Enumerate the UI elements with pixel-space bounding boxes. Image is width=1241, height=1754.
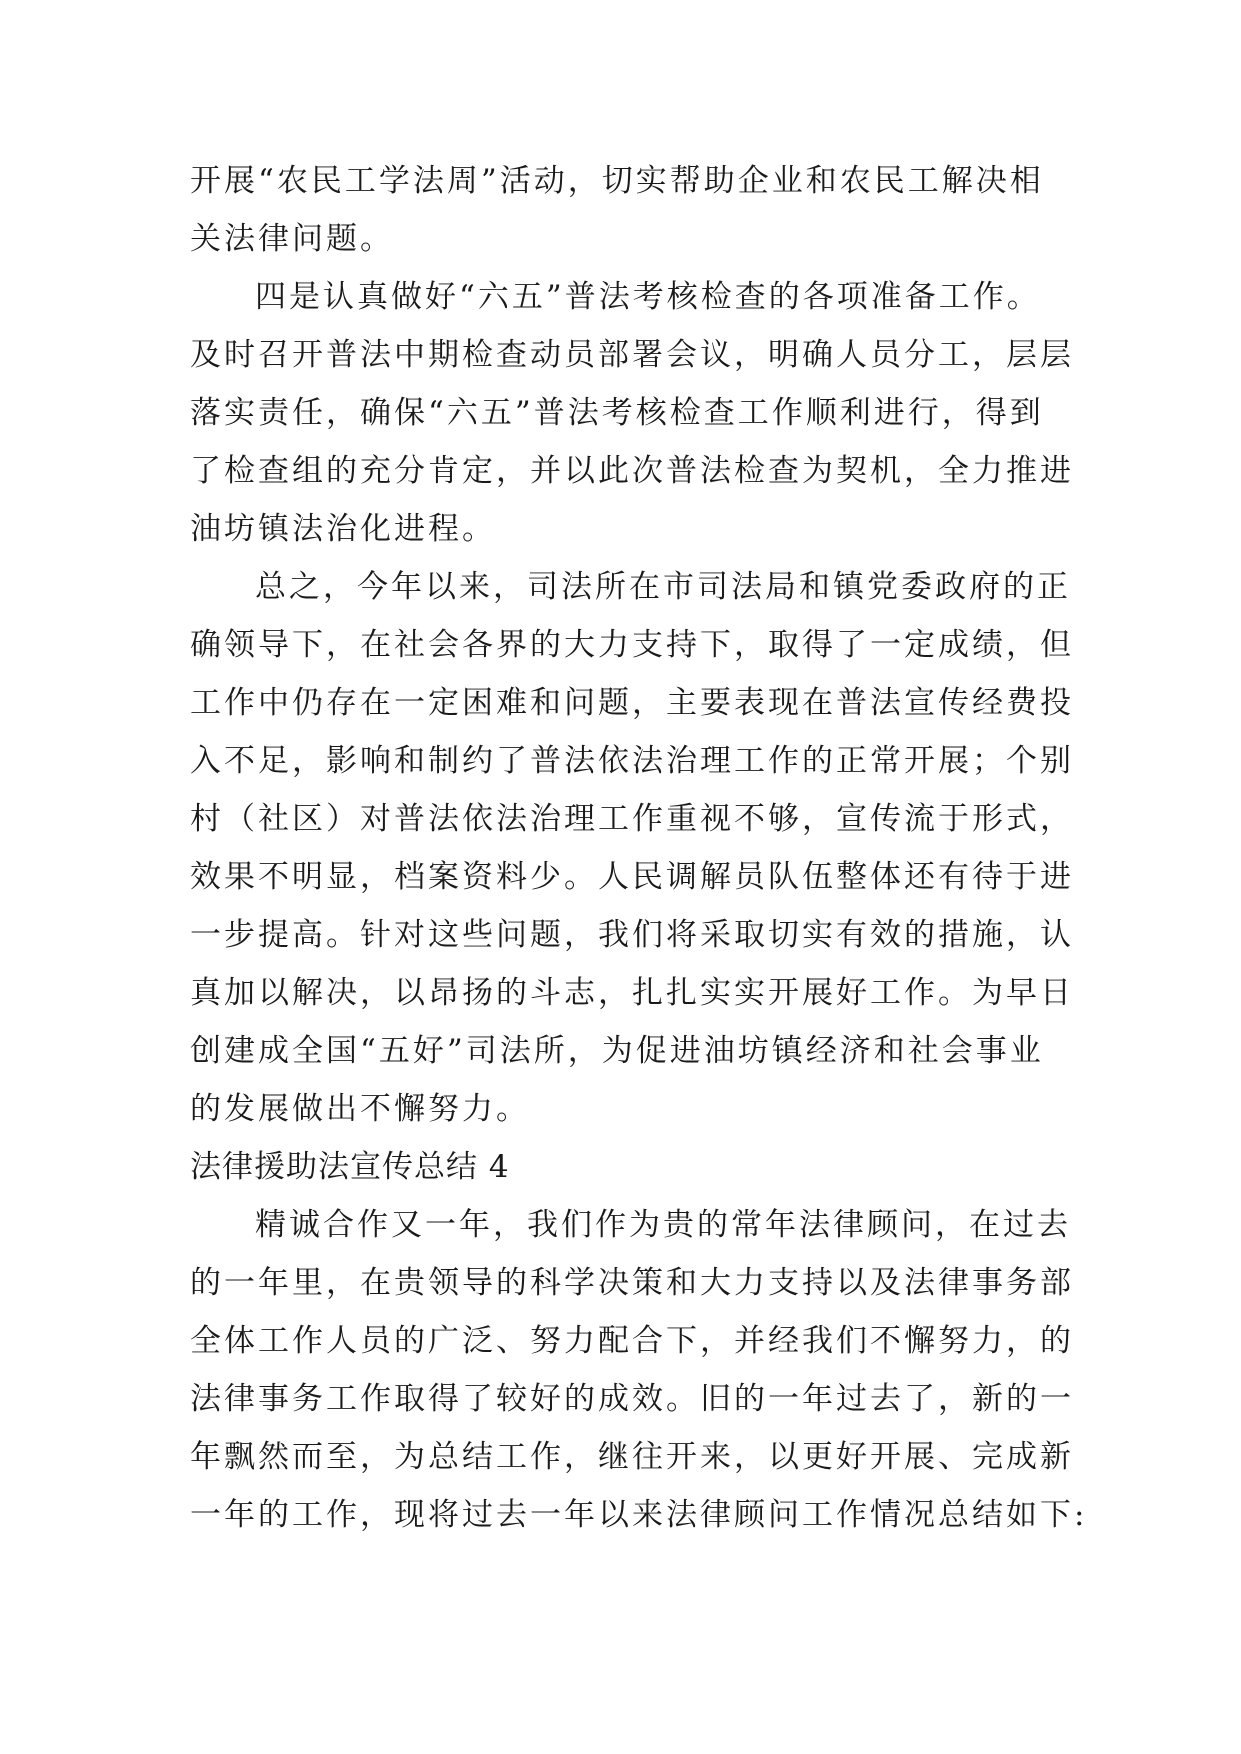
- body-text-line: 法律事务工作取得了较好的成效。旧的一年过去了，新的一: [190, 1381, 1074, 1417]
- paragraph-first-line: 四是认真做好“六五”普法考核检查的各项准备工作。: [255, 279, 1041, 315]
- body-text-line: 开展“农民工学法周”活动，切实帮助企业和农民工解决相: [190, 163, 1044, 199]
- body-text-line: 创建成全国“五好”司法所，为促进油坊镇经济和社会事业: [190, 1033, 1044, 1069]
- body-text-line: 了检查组的充分肯定，并以此次普法检查为契机，全力推进: [190, 453, 1074, 489]
- section-heading: 法律援助法宣传总结 4: [190, 1149, 510, 1185]
- body-text-line: 效果不明显，档案资料少。人民调解员队伍整体还有待于进: [190, 859, 1074, 895]
- body-text-line: 年飘然而至，为总结工作，继往开来，以更好开展、完成新: [190, 1439, 1074, 1475]
- body-text-line: 的一年里，在贵领导的科学决策和大力支持以及法律事务部: [190, 1265, 1074, 1301]
- body-text-line: 及时召开普法中期检查动员部署会议，明确人员分工，层层: [190, 337, 1074, 373]
- body-text-line: 全体工作人员的广泛、努力配合下，并经我们不懈努力，的: [190, 1323, 1074, 1359]
- paragraph-first-line: 总之，今年以来，司法所在市司法局和镇党委政府的正: [255, 569, 1071, 605]
- body-text-line: 一年的工作，现将过去一年以来法律顾问工作情况总结如下:: [190, 1497, 1088, 1533]
- paragraph-first-line: 精诚合作又一年，我们作为贵的常年法律顾问，在过去: [255, 1207, 1071, 1243]
- body-text-line: 入不足，影响和制约了普法依法治理工作的正常开展；个别: [190, 743, 1074, 779]
- body-text-line: 确领导下，在社会各界的大力支持下，取得了一定成绩，但: [190, 627, 1074, 663]
- body-text-line: 村（社区）对普法依法治理工作重视不够，宣传流于形式，: [190, 801, 1074, 837]
- body-text-line: 油坊镇法治化进程。: [190, 511, 496, 547]
- body-text-line: 工作中仍存在一定困难和问题，主要表现在普法宣传经费投: [190, 685, 1074, 721]
- body-text-line: 一步提高。针对这些问题，我们将采取切实有效的措施，认: [190, 917, 1074, 953]
- body-text-line: 的发展做出不懈努力。: [190, 1091, 530, 1127]
- body-text-line: 关法律问题。: [190, 221, 394, 257]
- body-text-line: 真加以解决，以昂扬的斗志，扎扎实实开展好工作。为早日: [190, 975, 1074, 1011]
- body-text-line: 落实责任，确保“六五”普法考核检查工作顺利进行，得到: [190, 395, 1044, 431]
